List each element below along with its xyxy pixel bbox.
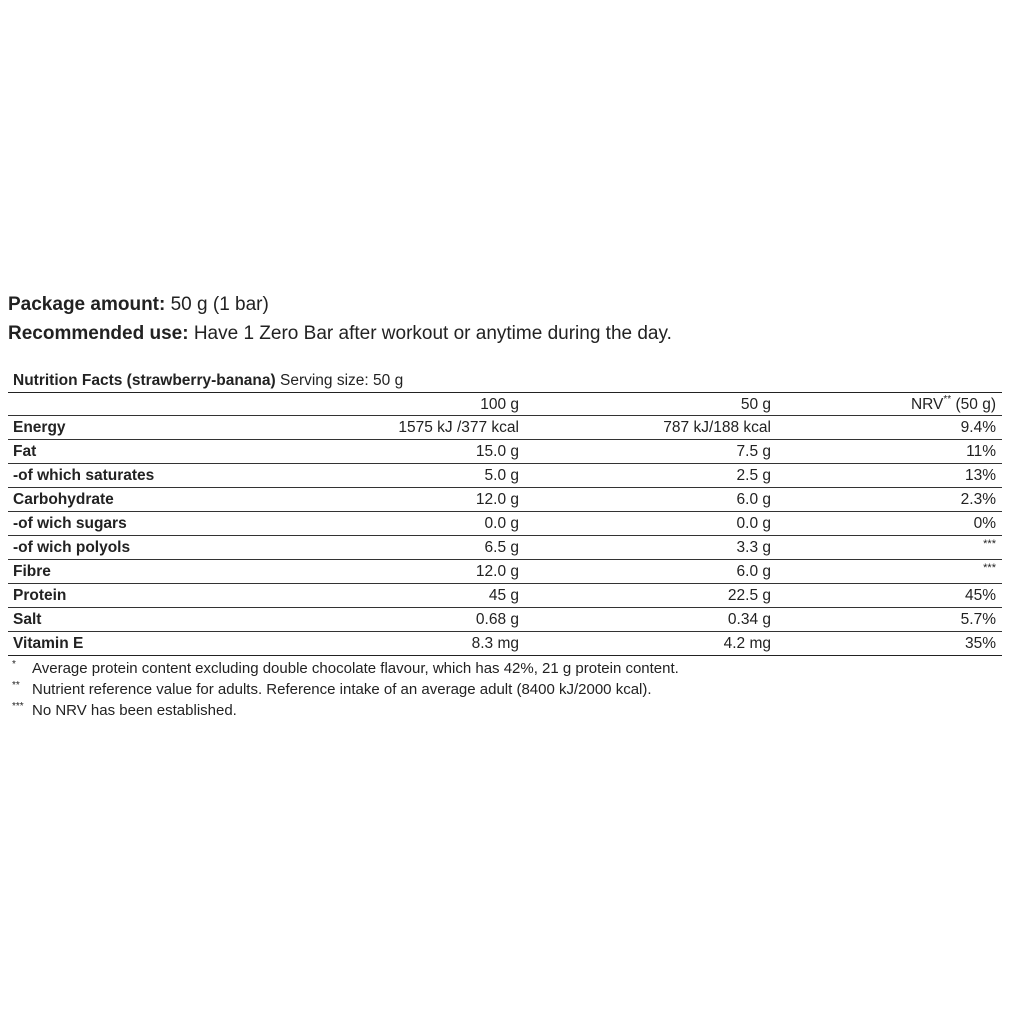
table-row (8, 512, 1002, 536)
row-per-50g: 6.0 g (736, 563, 771, 580)
row-per-50g: 0.34 g (727, 611, 771, 628)
row-per-50g: 22.5 g (727, 587, 771, 604)
row-name: Carbohydrate (13, 491, 114, 508)
row-per-50g: 2.5 g (736, 467, 771, 484)
row-per-50g: 787 kJ/188 kcal (663, 419, 771, 436)
header-per-50g: 50 g (740, 396, 771, 413)
row-name: Protein (13, 587, 67, 604)
table-caption-title: Nutrition Facts (strawberry-banana) (13, 372, 276, 389)
header-per-100g: 100 g (480, 396, 519, 413)
row-name: -of which saturates (13, 467, 155, 484)
row-per-100g: 45 g (488, 587, 519, 604)
row-nrv: *** (983, 538, 996, 550)
row-nrv: 0% (973, 515, 996, 532)
row-per-100g: 12.0 g (475, 491, 519, 508)
footnote (12, 658, 1002, 679)
recommended-use-label: Recommended use: (8, 323, 189, 344)
row-name: Energy (13, 419, 66, 436)
header-nrv-suffix: (50 g) (951, 396, 996, 413)
row-per-100g: 6.5 g (484, 539, 519, 556)
row-per-50g: 0.0 g (736, 515, 771, 532)
recommended-use-value: Have 1 Zero Bar after workout or anytime during the day. (188, 323, 672, 344)
footnote-mark: * (12, 659, 16, 670)
row-per-100g: 0.68 g (475, 611, 519, 628)
row-per-50g: 4.2 mg (723, 635, 771, 652)
row-nrv: 9.4% (960, 419, 996, 436)
table-row (8, 488, 1002, 512)
footnote (12, 679, 1002, 700)
header-nrv-prefix: NRV (910, 396, 944, 413)
footnote-text: Average protein content excluding double chocolate flavour, which has 42%, 21 g protein content. (32, 660, 679, 677)
table-row (8, 584, 1002, 608)
package-amount-label: Package amount: (8, 294, 166, 315)
row-nrv: 11% (966, 443, 996, 460)
footnote-mark: ** (12, 680, 20, 691)
row-nrv: 45% (964, 587, 996, 604)
table-caption (8, 370, 1002, 393)
row-nrv: 13% (964, 467, 996, 484)
package-amount-line (8, 290, 998, 319)
header-nrv (911, 393, 996, 417)
footnote-text: No NRV has been established. (32, 702, 237, 719)
row-per-100g: 0.0 g (484, 515, 519, 532)
table-row (8, 560, 1002, 584)
row-name: Vitamin E (13, 635, 84, 652)
footnotes (12, 658, 1002, 721)
table-row (8, 416, 1002, 440)
row-name: Salt (13, 611, 42, 628)
row-per-50g: 6.0 g (736, 491, 771, 508)
row-per-100g: 5.0 g (484, 467, 519, 484)
row-per-100g: 8.3 mg (471, 635, 519, 652)
row-nrv: 35% (964, 635, 996, 652)
row-name: Fibre (13, 563, 51, 580)
row-nrv: 5.7% (960, 611, 996, 628)
table-row (8, 536, 1002, 560)
footnote-text: Nutrient reference value for adults. Reference intake of an average adult (8400 kJ/2000 kcal). (32, 681, 652, 698)
footnote-mark: *** (12, 701, 24, 712)
table-caption-serving: Serving size: 50 g (275, 372, 404, 389)
table-row (8, 608, 1002, 632)
recommended-use-line (8, 319, 998, 348)
row-per-50g: 7.5 g (736, 443, 771, 460)
table-row (8, 632, 1002, 656)
table-row (8, 440, 1002, 464)
row-per-100g: 1575 kJ /377 kcal (398, 419, 519, 436)
row-name: Fat (13, 443, 37, 460)
footnote (12, 700, 1002, 721)
table-header-row (8, 393, 1002, 416)
row-nrv: 2.3% (960, 491, 996, 508)
package-amount-value: 50 g (1 bar) (165, 294, 269, 315)
row-per-100g: 15.0 g (475, 443, 519, 460)
row-name: -of wich polyols (13, 539, 131, 556)
row-nrv: *** (983, 562, 996, 574)
row-per-50g: 3.3 g (736, 539, 771, 556)
header-nrv-sup: ** (943, 394, 952, 405)
row-name: -of wich sugars (13, 515, 127, 532)
nutrition-table (8, 370, 1002, 656)
table-row (8, 464, 1002, 488)
row-per-100g: 12.0 g (475, 563, 519, 580)
product-info (8, 290, 998, 348)
